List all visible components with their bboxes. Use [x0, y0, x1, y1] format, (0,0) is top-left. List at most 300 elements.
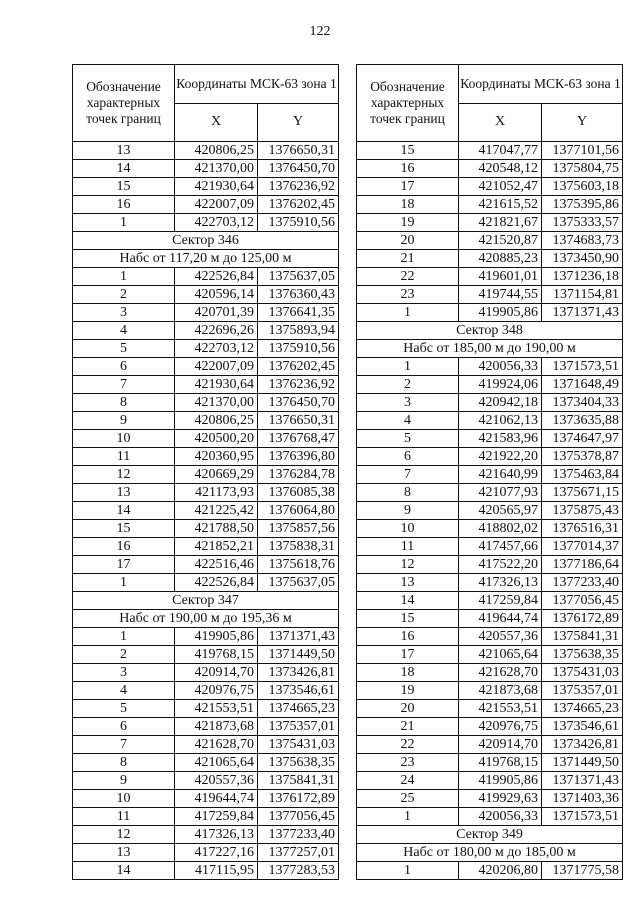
table-row [357, 178, 623, 196]
header-coordinates: Координаты МСК-63 зона 1 [175, 65, 339, 104]
point-id-cell: 4 [357, 412, 459, 430]
table-row [357, 160, 623, 178]
point-id-cell: 3 [73, 664, 175, 682]
y-coordinate-cell: 1375357,01 [258, 718, 339, 736]
y-coordinate-cell: 1375671,15 [542, 484, 623, 502]
table-row [73, 574, 339, 592]
x-coordinate-cell: 417457,66 [459, 538, 542, 556]
y-coordinate-cell: 1376236,92 [258, 376, 339, 394]
table-row [73, 664, 339, 682]
point-id-cell: 1 [73, 628, 175, 646]
x-coordinate-cell: 420596,14 [175, 286, 258, 304]
table-row [357, 808, 623, 826]
point-id-cell: 3 [357, 394, 459, 412]
x-coordinate-cell: 421583,96 [459, 430, 542, 448]
x-coordinate-cell: 421065,64 [459, 646, 542, 664]
y-coordinate-cell: 1375910,56 [258, 214, 339, 232]
sector-title-row [357, 322, 623, 340]
y-coordinate-cell: 1377056,45 [258, 808, 339, 826]
y-coordinate-cell: 1373546,61 [542, 718, 623, 736]
x-coordinate-cell: 419768,15 [175, 646, 258, 664]
x-coordinate-cell: 420557,36 [175, 772, 258, 790]
table-row [73, 448, 339, 466]
x-coordinate-cell: 420806,25 [175, 142, 258, 160]
table-row [73, 826, 339, 844]
point-id-cell: 15 [357, 610, 459, 628]
point-id-cell: 15 [73, 178, 175, 196]
x-coordinate-cell: 417227,16 [175, 844, 258, 862]
table-row [73, 484, 339, 502]
point-id-cell: 23 [357, 286, 459, 304]
point-id-cell: 16 [357, 160, 459, 178]
y-coordinate-cell: 1376064,80 [258, 502, 339, 520]
y-coordinate-cell: 1373450,90 [542, 250, 623, 268]
point-id-cell: 13 [73, 844, 175, 862]
table-row [357, 484, 623, 502]
table-row [357, 142, 623, 160]
y-coordinate-cell: 1371371,43 [542, 304, 623, 322]
y-coordinate-cell: 1375395,86 [542, 196, 623, 214]
y-coordinate-cell: 1376360,43 [258, 286, 339, 304]
point-id-cell: 3 [73, 304, 175, 322]
y-coordinate-cell: 1376396,80 [258, 448, 339, 466]
x-coordinate-cell: 419905,86 [459, 304, 542, 322]
x-coordinate-cell: 421553,51 [459, 700, 542, 718]
table-row [73, 340, 339, 358]
height-range-row [73, 610, 339, 628]
table-row [73, 430, 339, 448]
x-coordinate-cell: 419644,74 [175, 790, 258, 808]
y-coordinate-cell: 1373635,88 [542, 412, 623, 430]
table-row [73, 142, 339, 160]
table-row [357, 646, 623, 664]
point-id-cell: 1 [357, 808, 459, 826]
y-coordinate-cell: 1375637,05 [258, 268, 339, 286]
x-coordinate-cell: 420701,39 [175, 304, 258, 322]
y-coordinate-cell: 1377014,37 [542, 538, 623, 556]
point-id-cell: 1 [357, 304, 459, 322]
x-coordinate-cell: 421821,67 [459, 214, 542, 232]
x-coordinate-cell: 422703,12 [175, 340, 258, 358]
x-coordinate-cell: 422007,09 [175, 196, 258, 214]
y-coordinate-cell: 1377056,45 [542, 592, 623, 610]
table-row [73, 790, 339, 808]
x-coordinate-cell: 422703,12 [175, 214, 258, 232]
y-coordinate-cell: 1375603,18 [542, 178, 623, 196]
point-id-cell: 22 [357, 736, 459, 754]
table-row [357, 862, 623, 880]
x-coordinate-cell: 420914,70 [175, 664, 258, 682]
x-coordinate-cell: 421930,64 [175, 178, 258, 196]
x-coordinate-cell: 421852,21 [175, 538, 258, 556]
table-row [73, 808, 339, 826]
table-row [357, 466, 623, 484]
y-coordinate-cell: 1375893,94 [258, 322, 339, 340]
table-row [357, 628, 623, 646]
table-row [73, 160, 339, 178]
point-id-cell: 10 [73, 430, 175, 448]
point-id-cell: 6 [73, 718, 175, 736]
table-row [73, 178, 339, 196]
point-id-cell: 13 [357, 574, 459, 592]
y-coordinate-cell: 1376202,45 [258, 358, 339, 376]
table-row [357, 538, 623, 556]
point-id-cell: 17 [73, 556, 175, 574]
height-range: Набс от 190,00 м до 195,36 м [73, 610, 339, 628]
table-row [73, 538, 339, 556]
height-range-row [73, 250, 339, 268]
point-id-cell: 15 [73, 520, 175, 538]
y-coordinate-cell: 1376768,47 [258, 430, 339, 448]
point-id-cell: 23 [357, 754, 459, 772]
table-body-right [357, 142, 623, 880]
table-row [357, 358, 623, 376]
x-coordinate-cell: 421615,52 [459, 196, 542, 214]
x-coordinate-cell: 420360,95 [175, 448, 258, 466]
y-coordinate-cell: 1375333,57 [542, 214, 623, 232]
header-y: Y [542, 103, 623, 142]
table-row [73, 376, 339, 394]
table-row [357, 286, 623, 304]
y-coordinate-cell: 1377101,56 [542, 142, 623, 160]
point-id-cell: 2 [73, 646, 175, 664]
x-coordinate-cell: 420976,75 [175, 682, 258, 700]
y-coordinate-cell: 1374665,23 [258, 700, 339, 718]
y-coordinate-cell: 1371154,81 [542, 286, 623, 304]
x-coordinate-cell: 417115,95 [175, 862, 258, 880]
y-coordinate-cell: 1377233,40 [258, 826, 339, 844]
x-coordinate-cell: 422526,84 [175, 574, 258, 592]
table-row [357, 736, 623, 754]
y-coordinate-cell: 1371648,49 [542, 376, 623, 394]
table-body-left [73, 142, 339, 880]
table-row [357, 268, 623, 286]
x-coordinate-cell: 422516,46 [175, 556, 258, 574]
header-point-designation: Обозначение характерных точек границ [357, 65, 459, 142]
table-row [357, 196, 623, 214]
point-id-cell: 14 [73, 160, 175, 178]
point-id-cell: 7 [73, 736, 175, 754]
y-coordinate-cell: 1376516,31 [542, 520, 623, 538]
x-coordinate-cell: 417522,20 [459, 556, 542, 574]
point-id-cell: 15 [357, 142, 459, 160]
table-row [73, 466, 339, 484]
y-coordinate-cell: 1376202,45 [258, 196, 339, 214]
height-range: Набс от 180,00 м до 185,00 м [357, 844, 623, 862]
x-coordinate-cell: 420976,75 [459, 718, 542, 736]
coordinates-table-left [72, 64, 339, 880]
point-id-cell: 25 [357, 790, 459, 808]
y-coordinate-cell: 1376450,70 [258, 394, 339, 412]
y-coordinate-cell: 1375875,43 [542, 502, 623, 520]
x-coordinate-cell: 420206,80 [459, 862, 542, 880]
y-coordinate-cell: 1371371,43 [542, 772, 623, 790]
y-coordinate-cell: 1371573,51 [542, 808, 623, 826]
point-id-cell: 17 [357, 178, 459, 196]
y-coordinate-cell: 1371403,36 [542, 790, 623, 808]
header-point-designation: Обозначение характерных точек границ [73, 65, 175, 142]
y-coordinate-cell: 1375378,87 [542, 448, 623, 466]
x-coordinate-cell: 419601,01 [459, 268, 542, 286]
table-row [73, 502, 339, 520]
x-coordinate-cell: 421640,99 [459, 466, 542, 484]
point-id-cell: 10 [73, 790, 175, 808]
y-coordinate-cell: 1373426,81 [542, 736, 623, 754]
table-row [357, 574, 623, 592]
y-coordinate-cell: 1375618,76 [258, 556, 339, 574]
point-id-cell: 6 [73, 358, 175, 376]
point-id-cell: 12 [73, 466, 175, 484]
point-id-cell: 7 [357, 466, 459, 484]
x-coordinate-cell: 421370,00 [175, 160, 258, 178]
y-coordinate-cell: 1376172,89 [542, 610, 623, 628]
x-coordinate-cell: 420500,20 [175, 430, 258, 448]
table-row [73, 412, 339, 430]
point-id-cell: 19 [357, 682, 459, 700]
point-id-cell: 9 [73, 412, 175, 430]
x-coordinate-cell: 419905,86 [175, 628, 258, 646]
point-id-cell: 22 [357, 268, 459, 286]
table-row [73, 646, 339, 664]
table-row [357, 304, 623, 322]
y-coordinate-cell: 1375431,03 [258, 736, 339, 754]
y-coordinate-cell: 1376450,70 [258, 160, 339, 178]
y-coordinate-cell: 1375463,84 [542, 466, 623, 484]
table-row [357, 754, 623, 772]
point-id-cell: 11 [73, 808, 175, 826]
y-coordinate-cell: 1375841,31 [542, 628, 623, 646]
table-row [357, 664, 623, 682]
point-id-cell: 11 [357, 538, 459, 556]
y-coordinate-cell: 1374665,23 [542, 700, 623, 718]
point-id-cell: 16 [357, 628, 459, 646]
point-id-cell: 8 [73, 394, 175, 412]
table-row [73, 772, 339, 790]
point-id-cell: 11 [73, 448, 175, 466]
point-id-cell: 16 [73, 538, 175, 556]
table-row [357, 394, 623, 412]
point-id-cell: 13 [73, 484, 175, 502]
x-coordinate-cell: 420557,36 [459, 628, 542, 646]
x-coordinate-cell: 420942,18 [459, 394, 542, 412]
header-coordinates: Координаты МСК-63 зона 1 [459, 65, 623, 104]
table-row [357, 520, 623, 538]
table-row [73, 628, 339, 646]
page-number: 122 [309, 24, 331, 39]
x-coordinate-cell: 419768,15 [459, 754, 542, 772]
x-coordinate-cell: 421930,64 [175, 376, 258, 394]
x-coordinate-cell: 421370,00 [175, 394, 258, 412]
y-coordinate-cell: 1376236,92 [258, 178, 339, 196]
x-coordinate-cell: 420565,97 [459, 502, 542, 520]
table-row [357, 610, 623, 628]
table-row [73, 520, 339, 538]
x-coordinate-cell: 419924,06 [459, 376, 542, 394]
table-row [73, 358, 339, 376]
y-coordinate-cell: 1375431,03 [542, 664, 623, 682]
x-coordinate-cell: 417259,84 [175, 808, 258, 826]
point-id-cell: 1 [73, 268, 175, 286]
table-row [357, 430, 623, 448]
table-row [357, 592, 623, 610]
header-x: X [459, 103, 542, 142]
y-coordinate-cell: 1375841,31 [258, 772, 339, 790]
table-row [357, 682, 623, 700]
point-id-cell: 4 [73, 682, 175, 700]
x-coordinate-cell: 422007,09 [175, 358, 258, 376]
y-coordinate-cell: 1375910,56 [258, 340, 339, 358]
point-id-cell: 19 [357, 214, 459, 232]
table-row [357, 700, 623, 718]
x-coordinate-cell: 421553,51 [175, 700, 258, 718]
point-id-cell: 21 [357, 718, 459, 736]
table-row [357, 502, 623, 520]
y-coordinate-cell: 1371775,58 [542, 862, 623, 880]
x-coordinate-cell: 421520,87 [459, 232, 542, 250]
y-coordinate-cell: 1371371,43 [258, 628, 339, 646]
y-coordinate-cell: 1375838,31 [258, 538, 339, 556]
y-coordinate-cell: 1375638,35 [258, 754, 339, 772]
point-id-cell: 2 [73, 286, 175, 304]
table-row [357, 448, 623, 466]
table-row [73, 556, 339, 574]
point-id-cell: 1 [357, 358, 459, 376]
x-coordinate-cell: 421052,47 [459, 178, 542, 196]
sector-title: Сектор 346 [73, 232, 339, 250]
point-id-cell: 6 [357, 448, 459, 466]
y-coordinate-cell: 1377257,01 [258, 844, 339, 862]
point-id-cell: 18 [357, 196, 459, 214]
x-coordinate-cell: 420056,33 [459, 808, 542, 826]
y-coordinate-cell: 1374683,73 [542, 232, 623, 250]
x-coordinate-cell: 421628,70 [175, 736, 258, 754]
x-coordinate-cell: 417326,13 [459, 574, 542, 592]
table-row [357, 772, 623, 790]
header-x: X [175, 103, 258, 142]
y-coordinate-cell: 1375638,35 [542, 646, 623, 664]
y-coordinate-cell: 1376284,78 [258, 466, 339, 484]
x-coordinate-cell: 422696,26 [175, 322, 258, 340]
point-id-cell: 4 [73, 322, 175, 340]
table-row [73, 304, 339, 322]
point-id-cell: 9 [73, 772, 175, 790]
y-coordinate-cell: 1377233,40 [542, 574, 623, 592]
table-row [73, 214, 339, 232]
x-coordinate-cell: 420914,70 [459, 736, 542, 754]
x-coordinate-cell: 421922,20 [459, 448, 542, 466]
x-coordinate-cell: 420669,29 [175, 466, 258, 484]
y-coordinate-cell: 1371449,50 [542, 754, 623, 772]
point-id-cell: 12 [73, 826, 175, 844]
y-coordinate-cell: 1371449,50 [258, 646, 339, 664]
point-id-cell: 18 [357, 664, 459, 682]
table-row [73, 394, 339, 412]
table-row [357, 790, 623, 808]
x-coordinate-cell: 419644,74 [459, 610, 542, 628]
sector-title-row [73, 232, 339, 250]
point-id-cell: 2 [357, 376, 459, 394]
sector-title: Сектор 349 [357, 826, 623, 844]
x-coordinate-cell: 421225,42 [175, 502, 258, 520]
y-coordinate-cell: 1375804,75 [542, 160, 623, 178]
y-coordinate-cell: 1376650,31 [258, 412, 339, 430]
x-coordinate-cell: 421873,68 [459, 682, 542, 700]
x-coordinate-cell: 421077,93 [459, 484, 542, 502]
x-coordinate-cell: 417047,77 [459, 142, 542, 160]
sector-title-row [73, 592, 339, 610]
point-id-cell: 5 [73, 700, 175, 718]
x-coordinate-cell: 419905,86 [459, 772, 542, 790]
x-coordinate-cell: 421873,68 [175, 718, 258, 736]
y-coordinate-cell: 1375857,56 [258, 520, 339, 538]
y-coordinate-cell: 1376641,35 [258, 304, 339, 322]
y-coordinate-cell: 1373426,81 [258, 664, 339, 682]
y-coordinate-cell: 1375357,01 [542, 682, 623, 700]
table-row [73, 268, 339, 286]
point-id-cell: 12 [357, 556, 459, 574]
y-coordinate-cell: 1373546,61 [258, 682, 339, 700]
table-row [357, 214, 623, 232]
point-id-cell: 13 [73, 142, 175, 160]
y-coordinate-cell: 1373404,33 [542, 394, 623, 412]
y-coordinate-cell: 1376172,89 [258, 790, 339, 808]
point-id-cell: 14 [73, 862, 175, 880]
table-row [357, 412, 623, 430]
x-coordinate-cell: 419744,55 [459, 286, 542, 304]
point-id-cell: 14 [357, 592, 459, 610]
x-coordinate-cell: 417326,13 [175, 826, 258, 844]
x-coordinate-cell: 420885,23 [459, 250, 542, 268]
y-coordinate-cell: 1375637,05 [258, 574, 339, 592]
table-row [73, 844, 339, 862]
table-row [73, 736, 339, 754]
point-id-cell: 8 [73, 754, 175, 772]
height-range: Набс от 117,20 м до 125,00 м [73, 250, 339, 268]
point-id-cell: 9 [357, 502, 459, 520]
point-id-cell: 1 [357, 862, 459, 880]
sector-title-row [357, 826, 623, 844]
y-coordinate-cell: 1374647,97 [542, 430, 623, 448]
x-coordinate-cell: 421788,50 [175, 520, 258, 538]
y-coordinate-cell: 1376085,38 [258, 484, 339, 502]
x-coordinate-cell: 419929,63 [459, 790, 542, 808]
y-coordinate-cell: 1377186,64 [542, 556, 623, 574]
point-id-cell: 24 [357, 772, 459, 790]
point-id-cell: 5 [357, 430, 459, 448]
point-id-cell: 20 [357, 700, 459, 718]
table-row [73, 196, 339, 214]
table-row [357, 250, 623, 268]
x-coordinate-cell: 420548,12 [459, 160, 542, 178]
table-row [357, 718, 623, 736]
table-row [73, 754, 339, 772]
sector-title: Сектор 348 [357, 322, 623, 340]
table-row [73, 286, 339, 304]
x-coordinate-cell: 417259,84 [459, 592, 542, 610]
table-row [357, 376, 623, 394]
table-row [73, 682, 339, 700]
x-coordinate-cell: 421628,70 [459, 664, 542, 682]
point-id-cell: 1 [73, 214, 175, 232]
table-row [73, 862, 339, 880]
x-coordinate-cell: 422526,84 [175, 268, 258, 286]
point-id-cell: 16 [73, 196, 175, 214]
point-id-cell: 17 [357, 646, 459, 664]
point-id-cell: 14 [73, 502, 175, 520]
x-coordinate-cell: 421065,64 [175, 754, 258, 772]
x-coordinate-cell: 420806,25 [175, 412, 258, 430]
coordinates-table-right [356, 64, 623, 880]
